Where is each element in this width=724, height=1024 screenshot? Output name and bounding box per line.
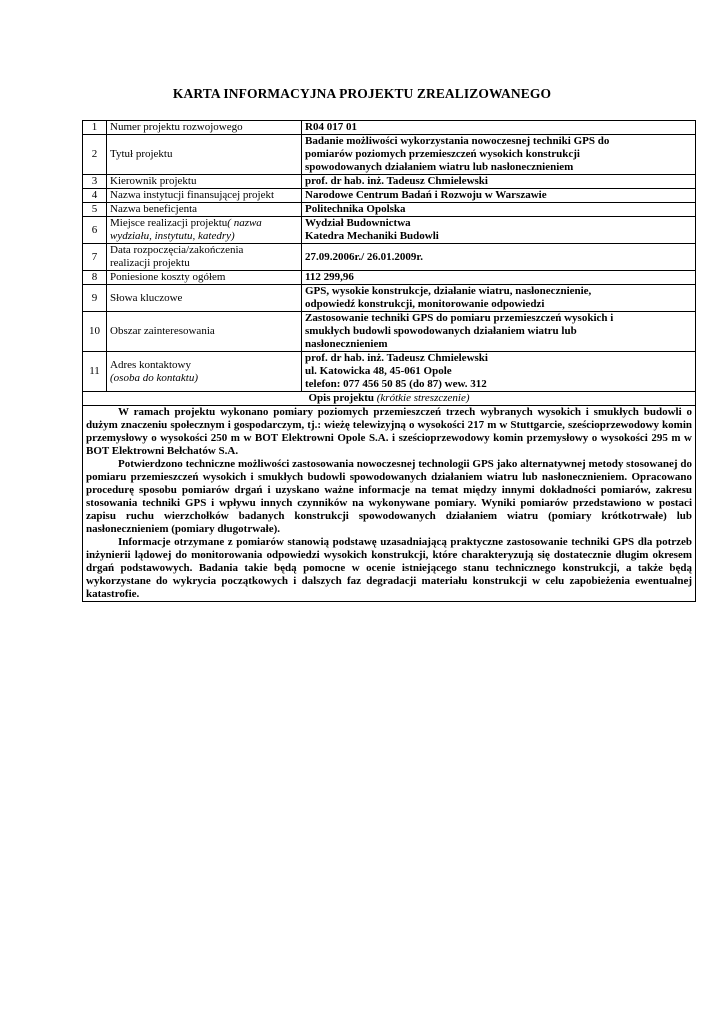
value-line: GPS, wysokie konstrukcje, działanie wiatru, nasłonecznienie,	[305, 285, 592, 297]
row-label	[107, 244, 302, 271]
table-row	[83, 203, 696, 217]
row-number: 2	[83, 135, 107, 175]
row-label	[107, 352, 302, 392]
row-value	[302, 135, 696, 175]
project-info-table	[82, 120, 696, 602]
row-value: Narodowe Centrum Badań i Rozwoju w Warszawie	[302, 189, 696, 203]
label-text: Adres kontaktowy	[110, 358, 191, 371]
label-line: Data rozpoczęcia/zakończenia	[110, 244, 244, 256]
summary-paragraph: Potwierdzono techniczne możliwości zastosowania nowoczesnej technologii GPS jako alternatywnej metody stosowanej do pomiaru przemieszczeń wysokich i smukłych budowli spowodowanych działaniem wiatru lub nasłonecznieniem. Opracowano procedurę sposobu pomiarów drgań i uzyskano ważne informacje na temat między innymi dokładności pomiarów, zakresu stosowania techniki GPS i wpływu innych czynników na wykonywane pomiary. Wyniki pomiarów przedstawiono w postaci zapisu ruchu wierzchołków badanych konstrukcji spowodowanych działaniem wiatru (pomiary krótkotrwałe) lub nasłonecznieniem (pomiary długotrwałe).	[86, 458, 692, 535]
row-label: Numer projektu rozwojowego	[107, 121, 302, 135]
value-line: Zastosowanie techniki GPS do pomiaru przemieszczeń wysokich i	[305, 312, 614, 324]
value-line: smukłych budowli spowodowanych działaniem wiatru lub	[305, 325, 577, 337]
label-note: ( nazwa wydziału, instytutu, katedry)	[110, 217, 262, 242]
table-row	[83, 312, 696, 352]
table-row	[83, 189, 696, 203]
value-line: spowodowanych działaniem wiatru lub nasłonecznieniem	[305, 161, 574, 173]
row-number: 6	[83, 217, 107, 244]
row-value: prof. dr hab. inż. Tadeusz Chmielewski	[302, 175, 696, 189]
row-label: Słowa kluczowe	[107, 285, 302, 312]
summary-heading-row	[83, 392, 696, 406]
summary-paragraph: Informacje otrzymane z pomiarów stanowią podstawę uzasadniającą praktyczne zastosowanie techniki GPS dla potrzeb inżynierii lądowej do monitorowania odpowiedzi wysokich konstrukcji, które charakteryzują się dostatecznie długim okresem drgań podstawowych. Badania takie będą pomocne w ocenie istniejącego stanu technicznego konstrukcji, a także będą wykorzystane do wykrycia początkowych i dalszych faz degradacji materiału konstrukcji w celu zapobieżenia ewentualnej katastrofie.	[86, 536, 692, 600]
row-number: 4	[83, 189, 107, 203]
row-label: Nazwa beneficjenta	[107, 203, 302, 217]
row-label: Tytuł projektu	[107, 135, 302, 175]
row-value	[302, 312, 696, 352]
value-line: odpowiedź konstrukcji, monitorowanie odpowiedzi	[305, 298, 545, 310]
value-line: Katedra Mechaniki Budowli	[305, 230, 439, 242]
row-label: Nazwa instytucji finansującej projekt	[107, 189, 302, 203]
row-number: 5	[83, 203, 107, 217]
summary-paragraph: W ramach projektu wykonano pomiary poziomych przemieszczeń trzech wybranych wysokich i smukłych budowli o dużym znaczeniu społecznym i gospodarczym, tj.: wieżę telewizyjną o wysokości 217 m w Stuttgarcie, sześcioprzewodowy komin przemysłowy o wysokości 250 m w BOT Elektrowni Opole S.A. i sześcioprzewodowy komin przemysłowy o wysokości 295 m w BOT Elektrowni Bełchatów S.A.	[86, 406, 692, 457]
row-number: 10	[83, 312, 107, 352]
label-note: (osoba do kontaktu)	[110, 371, 198, 384]
table-row	[83, 121, 696, 135]
row-value	[302, 352, 696, 392]
row-value: 112 299,96	[302, 271, 696, 285]
value-line: pomiarów poziomych przemieszczeń wysokich konstrukcji	[305, 148, 580, 160]
summary-row	[83, 406, 696, 602]
row-value	[302, 121, 696, 135]
row-number: 3	[83, 175, 107, 189]
label-text: Miejsce realizacji projektu	[110, 217, 228, 229]
table-row	[83, 175, 696, 189]
value-line: telefon: 077 456 50 85 (do 87) wew. 312	[305, 378, 487, 390]
value-line: Wydział Budownictwa	[305, 217, 411, 229]
row-number: 7	[83, 244, 107, 271]
row-label	[107, 217, 302, 244]
value-line: nasłonecznieniem	[305, 338, 388, 350]
table-row	[83, 352, 696, 392]
row-value: Politechnika Opolska	[302, 203, 696, 217]
row-value	[302, 217, 696, 244]
table-row	[83, 135, 696, 175]
summary-heading	[83, 392, 696, 406]
summary-heading-note: (krótkie streszczenie)	[376, 392, 470, 404]
value-line: R04 017 01	[305, 121, 357, 133]
row-number: 11	[83, 352, 107, 392]
value-line: ul. Katowicka 48, 45-061 Opole	[305, 365, 452, 377]
label-line: realizacji projektu	[110, 257, 190, 269]
row-value: 27.09.2006r./ 26.01.2009r.	[302, 244, 696, 271]
document-title: KARTA INFORMACYJNA PROJEKTU ZREALIZOWANEGO	[172, 86, 552, 101]
table-row	[83, 244, 696, 271]
table-row	[83, 271, 696, 285]
value-line: Badanie możliwości wykorzystania nowoczesnej techniki GPS do	[305, 135, 610, 147]
row-label: Poniesione koszty ogółem	[107, 271, 302, 285]
row-value	[302, 285, 696, 312]
table-row	[83, 217, 696, 244]
row-number: 9	[83, 285, 107, 312]
row-label: Kierownik projektu	[107, 175, 302, 189]
table-row	[83, 285, 696, 312]
summary-body	[83, 406, 696, 602]
row-label: Obszar zainteresowania	[107, 312, 302, 352]
summary-heading-text: Opis projektu	[308, 392, 374, 404]
row-number: 8	[83, 271, 107, 285]
row-number: 1	[83, 121, 107, 135]
value-line: prof. dr hab. inż. Tadeusz Chmielewski	[305, 352, 488, 364]
